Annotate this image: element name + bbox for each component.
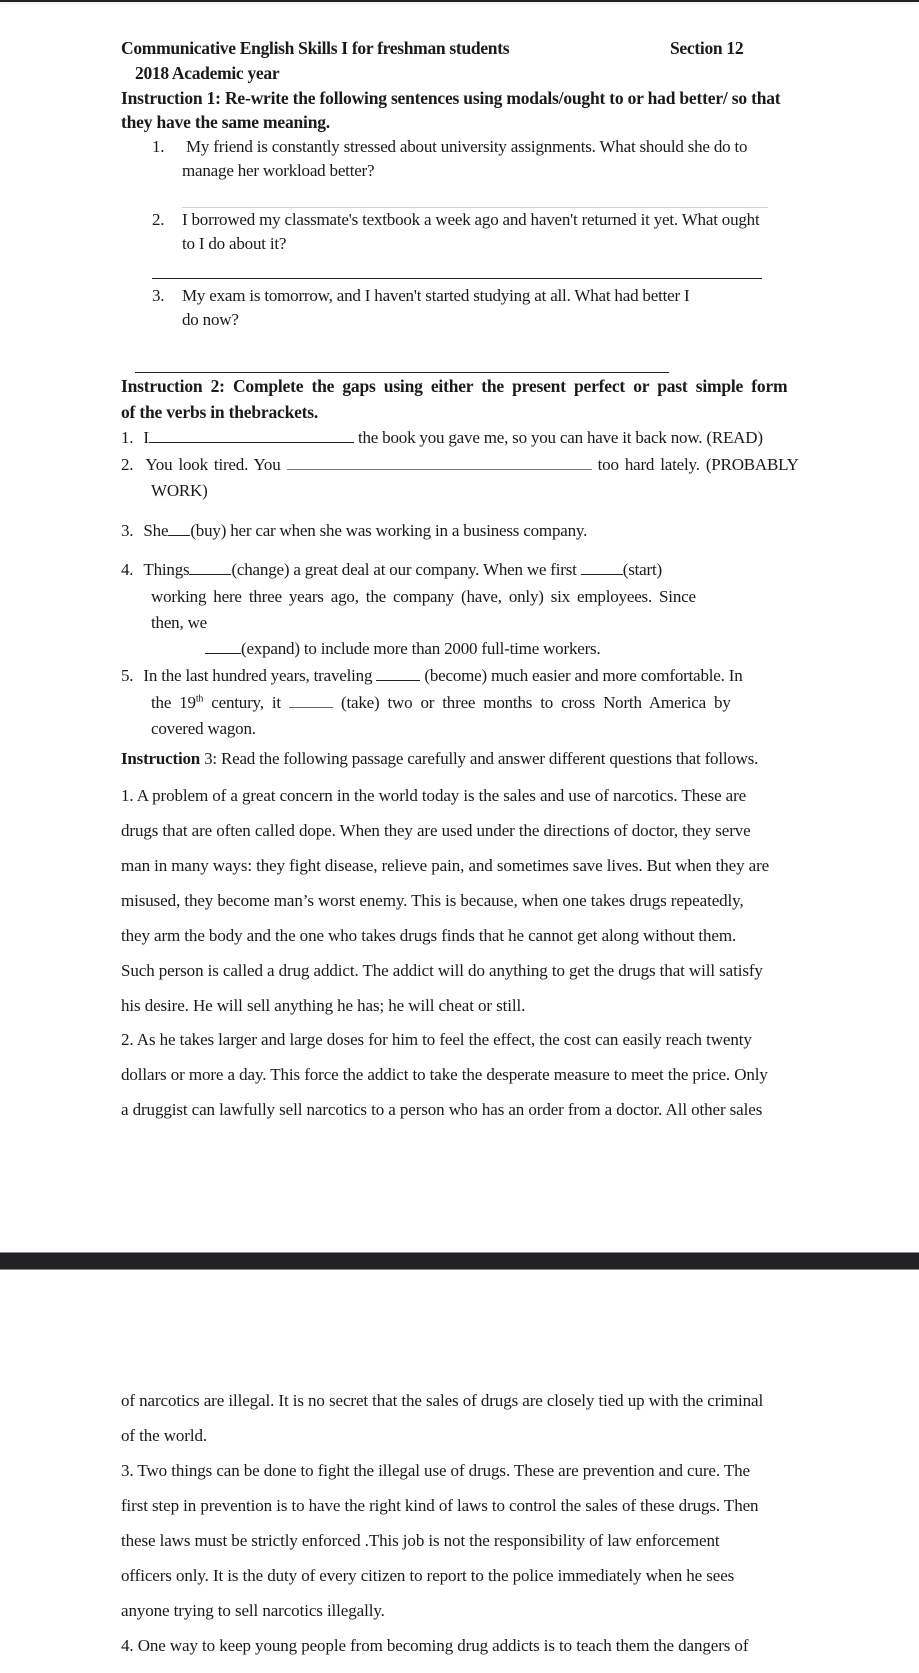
instruction-3-label: Instruction [121, 749, 201, 768]
i2-blank-2[interactable] [287, 455, 592, 470]
passage-line: of the world. [121, 1426, 208, 1445]
i2-item-5-num: 5. [121, 666, 134, 685]
document-page-2 [0, 1270, 919, 1673]
passage-line: 1. A problem of a great concern in the world today is the sales and use of narcotics. These are [121, 786, 747, 805]
instruction-3-heading [121, 749, 758, 769]
instruction-2-text: Complete the gaps using either the present perfect or past simple form [232, 376, 788, 396]
i2-item-5-line2-pre: the 19 [151, 693, 196, 712]
i2-blank-3[interactable] [168, 521, 190, 536]
i2-item-2-post: too hard lately. (PROBABLY [597, 455, 799, 474]
i2-blank-4c[interactable] [205, 639, 241, 654]
i2-blank-4b[interactable] [581, 560, 623, 575]
i1-item-3-line1: My exam is tomorrow, and I haven't started studying at all. What had better I [182, 286, 690, 305]
i1-answer-line-1[interactable] [182, 207, 768, 208]
i2-item-4-mid1: (change) a great deal at our company. When we first [231, 560, 577, 579]
i2-item-4-mid2: (start) [622, 560, 662, 579]
i2-blank-1[interactable] [149, 428, 354, 443]
instruction-1-text-line2: they have the same meaning. [121, 112, 330, 132]
passage-line: his desire. He will sell anything he has; he will cheat or still. [121, 996, 526, 1015]
i2-item-4-line3: then, we [151, 613, 207, 632]
i2-item-4-line2: working here three years ago, the company (have, only) six employees. Since [151, 587, 696, 606]
passage-line: of narcotics are illegal. It is no secret that the sales of drugs are closely tied up with the criminal [121, 1391, 764, 1410]
i1-item-2-line2: to I do about it? [182, 234, 287, 253]
i2-item-2-num: 2. [121, 455, 134, 474]
i2-item-5-line2-mid: century, it [211, 693, 281, 712]
passage-line: misused, they become man’s worst enemy. This is because, when one takes drugs repeatedly, [121, 891, 744, 910]
page-break-bar [0, 1252, 919, 1270]
instruction-2-heading [121, 376, 787, 397]
course-title: Communicative English Skills I for freshman students [121, 38, 510, 58]
passage-line: 4. One way to keep young people from becoming drug addicts is to teach them the dangers of [121, 1636, 749, 1655]
i2-item-4-num: 4. [121, 560, 134, 579]
passage-line: 3. Two things can be done to fight the illegal use of drugs. These are prevention and cure. The [121, 1461, 750, 1480]
i1-item-1-num: 1. [152, 137, 165, 156]
i2-item-1-pre: I [143, 428, 149, 447]
passage-line: Such person is called a drug addict. The addict will do anything to get the drugs that will satisfy [121, 961, 763, 980]
passage-line: drugs that are often called dope. When they are used under the directions of doctor, they serve [121, 821, 751, 840]
i2-item-1-num: 1. [121, 428, 134, 447]
passage-line: a druggist can lawfully sell narcotics to a person who has an order from a doctor. All other sales [121, 1100, 763, 1119]
instruction-1-text: Re-write the following sentences using modals/ought to or had better/ so that [224, 88, 781, 108]
i2-item-5-line3: covered wagon. [151, 719, 256, 738]
passage-line: first step in prevention is to have the right kind of laws to control the sales of these drugs. Then [121, 1496, 759, 1515]
instruction-2-text-line2: of the verbs in thebrackets. [121, 402, 319, 422]
i2-blank-4a[interactable] [189, 560, 231, 575]
i1-item-1-line1: My friend is constantly stressed about university assignments. What should she do to [186, 137, 748, 156]
i1-item-2-num: 2. [152, 210, 165, 229]
i2-item-5 [121, 666, 743, 686]
i2-item-5-line2 [151, 693, 731, 713]
i1-item-3-line2: do now? [182, 310, 239, 329]
passage-line: dollars or more a day. This force the addict to take the desperate measure to meet the price. Only [121, 1065, 768, 1084]
i2-item-5-line2-post: (take) two or three months to cross North America by [341, 693, 731, 712]
i2-item-3 [121, 521, 587, 541]
i2-item-3-pre: She [143, 521, 169, 540]
i2-item-4-line4 [205, 639, 601, 659]
passage-line: anyone trying to sell narcotics illegally. [121, 1601, 385, 1620]
i2-item-4-line4-text: (expand) to include more than 2000 full-time workers. [241, 639, 601, 658]
i2-item-1-post: the book you gave me, so you can have it back now. (READ) [357, 428, 763, 447]
i2-item-5-sup: th [195, 693, 204, 705]
i2-item-4-pre: Things [143, 560, 190, 579]
instruction-2-label: Instruction 2: [121, 376, 225, 396]
i2-blank-5a[interactable] [376, 666, 420, 681]
i2-item-2-line2: WORK) [151, 481, 208, 500]
i2-blank-5b[interactable] [289, 693, 333, 708]
i2-item-5-pre: In the last hundred years, traveling [143, 666, 373, 685]
instruction-3-text: 3: Read the following passage carefully and answer different questions that follows. [200, 749, 759, 768]
i2-item-2-pre: You look tired. You [145, 455, 281, 474]
passage-line: 2. As he takes larger and large doses for him to feel the effect, the cost can easily reach twenty [121, 1030, 752, 1049]
i2-item-3-post: (buy) her car when she was working in a business company. [190, 521, 588, 540]
i1-item-1-line2: manage her workload better? [182, 161, 375, 180]
passage-line: man in many ways: they fight disease, relieve pain, and sometimes save lives. But when they are [121, 856, 770, 875]
i2-item-4 [121, 560, 662, 580]
instruction-1-heading [121, 88, 780, 109]
passage-line: they arm the body and the one who takes drugs finds that he cannot get along without them. [121, 926, 737, 945]
instruction-1-label: Instruction 1: [121, 88, 221, 108]
passage-line: officers only. It is the duty of every citizen to report to the police immediately when he sees [121, 1566, 735, 1585]
academic-year: 2018 Academic year [135, 63, 280, 83]
i2-item-5-mid1: (become) much easier and more comfortable. In [424, 666, 743, 685]
i2-item-2 [121, 455, 799, 475]
passage-line: these laws must be strictly enforced .This job is not the responsibility of law enforcement [121, 1531, 720, 1550]
i1-item-2-line1: I borrowed my classmate's textbook a week ago and haven't returned it yet. What ought [182, 210, 760, 229]
i1-answer-line-2[interactable] [152, 278, 762, 279]
i1-answer-line-3[interactable] [135, 372, 669, 373]
i2-item-1 [121, 428, 763, 448]
section-label: Section 12 [670, 38, 744, 58]
i1-item-3-num: 3. [152, 286, 165, 305]
i2-item-3-num: 3. [121, 521, 134, 540]
